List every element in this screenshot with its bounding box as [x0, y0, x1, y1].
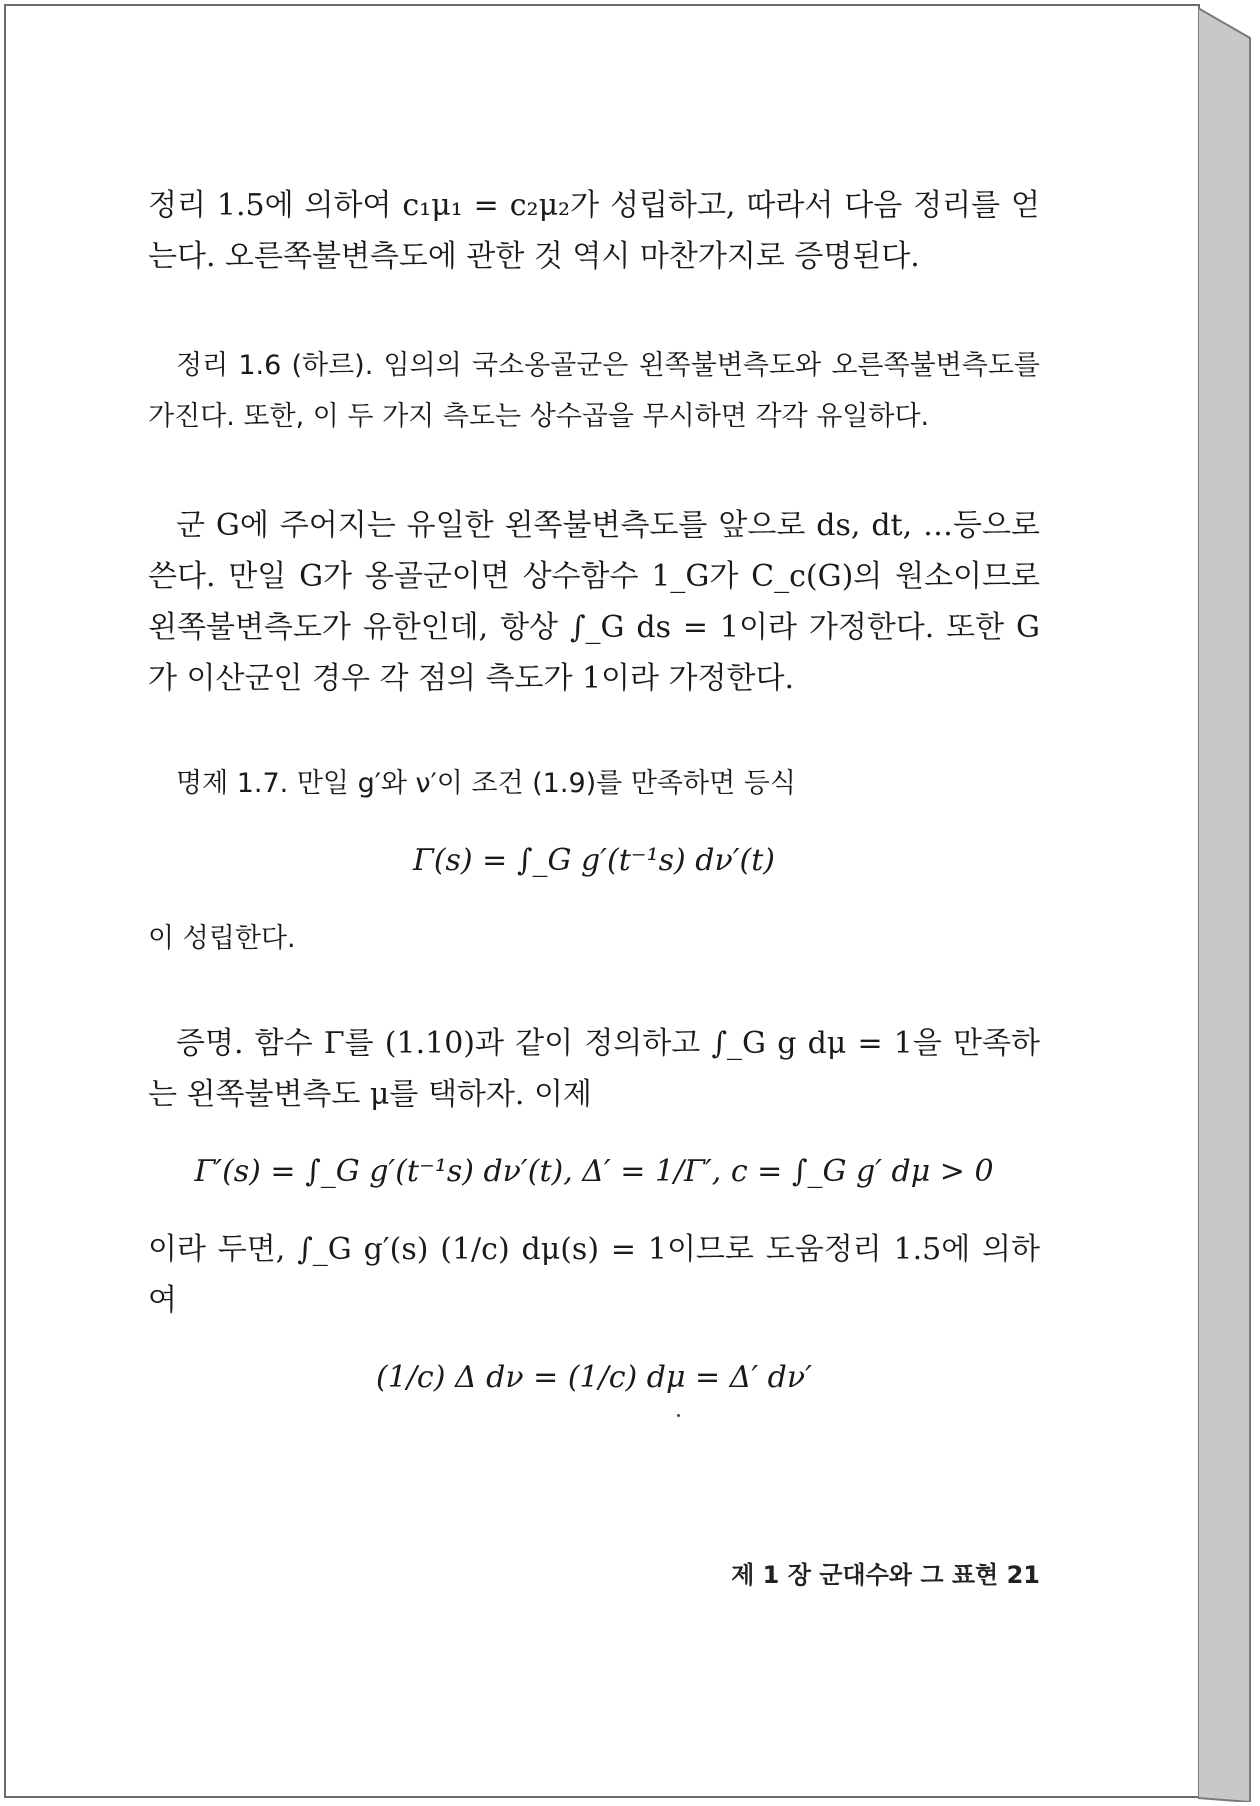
book-spine	[1198, 8, 1256, 1802]
page-footer: 제 1 장 군대수와 그 표현 21	[731, 1561, 1040, 1589]
proof-paragraph: 증명. 함수 Γ를 (1.10)과 같이 정의하고 ∫_G g dμ = 1을 만족하는 왼쪽불변측도 μ를 택하자. 이제	[148, 1026, 1040, 1112]
proof-continuation: 이라 두면, ∫_G g′(s) (1/c) dμ(s) = 1이므로 도움정리 1.5에 의하여	[148, 1232, 1040, 1318]
page-content	[148, 180, 1040, 1430]
proposition-1-7: 명제 1.7. 만일 g′와 ν′이 조건 (1.9)를 만족하면 등식	[176, 768, 796, 799]
paragraph-lemma-conclusion: 정리 1.5에 의하여 c₁μ₁ = c₂μ₂가 성립하고, 따라서 다음 정리를 얻는다. 오른쪽불변측도에 관한 것 역시 마찬가지로 증명된다.	[148, 188, 1040, 274]
equation-gamma: Γ(s) = ∫_G g′(t⁻¹s) dν′(t)	[413, 843, 775, 878]
equation-measure-identity: (1/c) Δ dν = (1/c) dμ = Δ′ dν′	[376, 1360, 812, 1395]
theorem-1-6: 정리 1.6 (하르). 임의의 국소옹골군은 왼쪽불변측도와 오른쪽불변측도를 가진다. 또한, 이 두 가지 측도는 상수곱을 무시하면 각각 유일하다.	[148, 350, 1040, 432]
equation-definitions: Γ′(s) = ∫_G g′(t⁻¹s) dν′(t), Δ′ = 1/Γ′, c = ∫_G g′ dμ > 0	[194, 1154, 994, 1189]
speck-dot	[677, 1414, 680, 1417]
proposition-conclusion: 이 성립한다.	[148, 923, 296, 954]
paragraph-notation: 군 G에 주어지는 유일한 왼쪽불변측도를 앞으로 ds, dt, …등으로 쓴다. 만일 G가 옹골군이면 상수함수 1_G가 C_c(G)의 원소이므로 왼쪽불변측도가 유한인데, 항상 ∫_G ds = 1이라 가정한다. 또한 G가 이산군인 경우 각 점의 측도가 1이라 가정한다.	[148, 508, 1040, 696]
